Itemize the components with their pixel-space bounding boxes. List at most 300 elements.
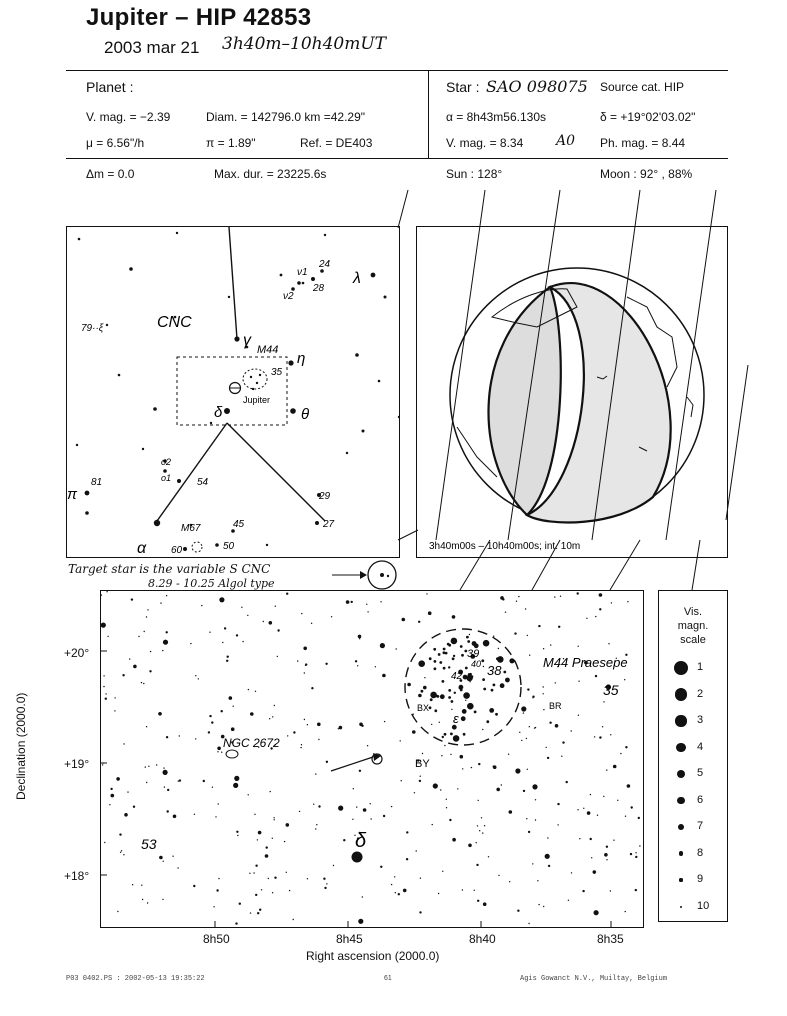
cluster-star — [452, 657, 455, 660]
cluster-star — [471, 675, 474, 678]
field-star — [516, 601, 517, 602]
field-star — [483, 666, 484, 667]
x-tick-8h50: 8h50 — [203, 932, 230, 946]
field-star — [258, 831, 262, 835]
cluster-star — [448, 689, 451, 692]
field-star — [355, 660, 357, 662]
label-chart-delta: δ — [355, 830, 367, 852]
field-star — [488, 856, 489, 857]
field-star — [527, 635, 528, 636]
field-star — [482, 832, 483, 833]
legend-row-6 — [659, 788, 727, 814]
field-star — [269, 621, 273, 625]
field-star — [177, 867, 178, 868]
field-star — [568, 900, 569, 901]
field-star — [221, 710, 223, 712]
field-star — [254, 814, 255, 815]
label-by: BY — [415, 758, 430, 770]
label-bx: BX — [417, 703, 430, 713]
field-star — [247, 615, 248, 616]
field-star — [579, 838, 580, 839]
cluster-star — [463, 733, 466, 736]
field-star — [514, 632, 516, 634]
cluster-star — [430, 698, 433, 701]
field-star — [357, 665, 358, 666]
field-star — [333, 865, 334, 866]
field-star — [101, 594, 102, 595]
footer-page: 61 — [384, 975, 392, 982]
field-star — [242, 641, 243, 642]
field-star — [263, 621, 264, 622]
field-star — [561, 756, 562, 757]
cluster-star — [430, 692, 437, 699]
field-star — [484, 825, 485, 826]
field-star — [219, 597, 224, 602]
field-star — [193, 885, 195, 887]
field-star — [571, 872, 572, 873]
jupiter-track — [331, 757, 373, 771]
field-star — [555, 682, 556, 683]
field-star — [164, 786, 165, 787]
field-star — [270, 791, 271, 792]
y-tick-18: +18° — [64, 869, 90, 883]
legend-row-4 — [659, 735, 727, 761]
legend-dot-2 — [675, 688, 688, 701]
field-star — [358, 635, 362, 639]
field-star — [577, 809, 578, 810]
cluster-star — [451, 700, 454, 703]
field-star — [538, 904, 539, 905]
field-star — [477, 900, 479, 902]
field-star — [111, 794, 115, 798]
cluster-star — [495, 713, 498, 716]
field-star — [543, 709, 544, 710]
cluster-star — [483, 640, 490, 647]
cluster-star — [483, 688, 486, 691]
cluster-star — [429, 657, 432, 660]
field-star — [255, 894, 257, 896]
label-eta: η — [297, 350, 306, 367]
cluster-star — [491, 689, 494, 692]
cluster-star — [463, 692, 470, 699]
cluster-star — [438, 653, 441, 656]
footer-right: Agis Gowanct N.V., Muiltay, Belgium — [520, 975, 668, 983]
field-star — [414, 792, 415, 793]
field-star — [438, 893, 439, 894]
field-star — [217, 747, 221, 751]
legend-dot-5 — [677, 770, 686, 779]
field-star — [419, 780, 421, 782]
field-star — [599, 593, 603, 597]
legend-dot-7 — [678, 824, 684, 830]
field-star — [479, 830, 480, 831]
field-star — [420, 878, 421, 879]
field-star — [318, 739, 319, 740]
field-star — [474, 890, 475, 891]
field-star — [465, 700, 466, 701]
cluster-star — [439, 661, 442, 664]
field-star — [401, 780, 402, 781]
label-28: 28 — [313, 283, 325, 294]
field-star — [352, 819, 353, 820]
field-star — [547, 837, 548, 838]
field-star — [383, 815, 385, 817]
field-star — [630, 853, 632, 855]
field-star — [418, 694, 422, 698]
field-star — [275, 606, 276, 607]
field-star — [440, 789, 441, 790]
field-star — [446, 799, 447, 800]
label-m67: M67 — [181, 523, 201, 534]
field-star — [255, 865, 257, 867]
field-star — [406, 858, 408, 860]
planet-diameter: Diam. = 142796.0 km =42.29" — [206, 110, 366, 124]
field-star — [535, 799, 536, 800]
field-star — [468, 844, 472, 848]
star-phmag: Ph. mag. = 8.44 — [600, 136, 686, 150]
cluster-star — [474, 711, 477, 714]
field-star — [548, 865, 550, 867]
field-star — [166, 631, 168, 633]
field-star — [380, 866, 382, 868]
field-star — [224, 627, 226, 629]
field-star — [250, 712, 254, 716]
field-star — [172, 856, 173, 857]
label-m44: M44 — [257, 344, 279, 356]
field-star — [301, 613, 302, 614]
field-star — [527, 688, 529, 690]
field-star — [236, 634, 238, 636]
field-star — [198, 678, 199, 679]
field-star — [190, 643, 191, 644]
field-star — [428, 611, 432, 615]
label-br: BR — [549, 701, 562, 711]
field-star — [367, 745, 368, 746]
cluster-star — [429, 706, 432, 709]
cluster-star — [418, 660, 425, 667]
field-star — [326, 761, 328, 763]
field-star — [577, 592, 579, 594]
field-star — [450, 754, 451, 755]
field-star — [543, 686, 544, 687]
field-star — [394, 876, 395, 877]
field-star — [166, 736, 168, 738]
field-star — [606, 769, 607, 770]
field-star — [218, 803, 219, 804]
field-star — [554, 596, 555, 597]
field-star — [471, 767, 472, 768]
field-star — [452, 838, 456, 842]
field-star — [527, 769, 528, 770]
cluster-star — [472, 641, 477, 646]
label-jupiter: Jupiter — [243, 395, 271, 405]
field-star — [266, 846, 268, 848]
field-star — [528, 831, 530, 833]
field-star — [635, 852, 636, 853]
field-star — [119, 833, 121, 835]
field-star — [146, 726, 147, 727]
field-star — [338, 806, 343, 811]
star-chart-panel — [100, 590, 644, 928]
field-star — [110, 788, 112, 790]
field-star — [631, 806, 633, 808]
legend-dot-4 — [676, 743, 686, 753]
field-star — [226, 660, 228, 662]
field-star — [532, 784, 537, 789]
field-star — [105, 698, 107, 700]
field-star — [608, 643, 609, 644]
field-star — [418, 621, 420, 623]
field-star — [274, 877, 276, 879]
field-star — [529, 655, 530, 656]
field-star — [179, 779, 181, 781]
field-star — [124, 813, 128, 817]
label-50: 50 — [223, 541, 235, 552]
field-star — [454, 692, 456, 694]
field-star — [508, 754, 509, 755]
field-star — [538, 625, 540, 627]
field-star — [122, 674, 124, 676]
field-star — [477, 825, 478, 826]
field-star — [358, 919, 363, 924]
cluster-star — [461, 716, 466, 721]
legend-dot-10 — [680, 906, 682, 908]
field-star — [201, 605, 202, 606]
globe-caption: 3h40m00s – 10h40m00s; int. 10m — [429, 541, 581, 552]
field-star — [234, 776, 239, 781]
field-star — [133, 665, 137, 669]
field-star — [439, 722, 440, 723]
constellation-label: CNC — [157, 314, 192, 331]
cluster-star — [434, 660, 437, 663]
field-star — [505, 612, 506, 613]
field-star — [380, 643, 385, 648]
legend-title-line3: scale — [680, 634, 706, 646]
field-star — [104, 842, 105, 843]
star-id: SAO 098075 — [486, 77, 588, 96]
field-star — [406, 831, 408, 833]
field-star — [212, 787, 213, 788]
field-star — [142, 899, 143, 900]
field-star — [594, 736, 595, 737]
cluster-star — [500, 683, 505, 688]
x-tick-8h35: 8h35 — [597, 932, 624, 946]
field-star — [359, 638, 360, 639]
field-star — [159, 856, 163, 860]
field-star — [303, 647, 307, 651]
legend-row-3 — [659, 708, 727, 734]
field-star — [272, 716, 273, 717]
field-star — [132, 884, 133, 885]
legend-mag-label-10: 10 — [697, 899, 710, 912]
field-star — [453, 655, 455, 657]
cluster-star — [493, 684, 496, 687]
field-star — [253, 872, 254, 873]
field-star — [498, 875, 499, 876]
field-star — [268, 878, 269, 879]
label-27: 27 — [323, 519, 335, 530]
field-star — [359, 723, 363, 727]
field-star — [307, 724, 308, 725]
field-star — [366, 604, 367, 605]
cluster-star — [444, 733, 447, 736]
label-chart-42: 42 — [451, 671, 463, 682]
field-star — [433, 783, 438, 788]
field-star — [163, 770, 168, 775]
y-tick-19: +19° — [64, 757, 90, 771]
field-star — [375, 666, 376, 667]
legend-dot-8 — [679, 851, 683, 855]
field-star — [590, 838, 592, 840]
field-star — [149, 670, 151, 672]
field-star — [469, 681, 470, 682]
field-star — [311, 623, 312, 624]
cluster-star — [465, 667, 468, 670]
field-star — [138, 636, 139, 637]
label-nu1: ν1 — [297, 267, 308, 278]
field-star — [141, 885, 142, 886]
field-star — [603, 796, 604, 797]
field-star — [639, 845, 640, 846]
field-star — [316, 824, 317, 825]
field-star — [339, 726, 343, 730]
field-star — [380, 601, 381, 602]
cluster-star — [450, 733, 453, 736]
field-star — [384, 721, 385, 722]
field-star — [594, 873, 595, 874]
star-source: Source cat. HIP — [600, 80, 685, 94]
field-star — [133, 806, 135, 808]
field-star — [272, 892, 273, 893]
field-star — [432, 824, 433, 825]
field-star — [305, 665, 306, 666]
field-star — [529, 726, 530, 727]
label-alpha: α — [137, 540, 147, 557]
delta-cnc-star — [352, 852, 363, 863]
field-star — [543, 648, 544, 649]
field-star — [299, 811, 300, 812]
field-star — [218, 878, 219, 879]
field-star — [391, 806, 392, 807]
cluster-star — [463, 675, 468, 680]
field-star — [509, 658, 514, 663]
field-star — [284, 841, 285, 842]
cluster-star — [434, 667, 437, 670]
field-star — [478, 800, 479, 801]
cluster-star — [461, 654, 464, 657]
legend-mag-label-3: 3 — [697, 714, 704, 726]
field-star — [158, 712, 162, 716]
field-star — [610, 734, 611, 735]
legend-title-line2: magn. — [677, 620, 709, 632]
field-star — [627, 601, 628, 602]
field-star — [213, 906, 214, 907]
field-star — [147, 609, 148, 610]
field-star — [343, 839, 345, 841]
field-star — [362, 896, 363, 897]
legend-mag-label-7: 7 — [697, 820, 704, 832]
label-m44-praesepe: M44 Praesepe — [543, 655, 628, 670]
field-star — [424, 677, 425, 678]
cluster-star — [486, 720, 489, 723]
field-star — [156, 764, 157, 765]
field-star — [286, 872, 287, 873]
field-star — [293, 731, 295, 733]
field-star — [331, 616, 332, 617]
field-star — [323, 878, 325, 880]
field-star — [208, 731, 210, 733]
field-star — [557, 803, 559, 805]
x-tick-8h40: 8h40 — [469, 932, 496, 946]
field-star — [624, 679, 625, 680]
field-star — [617, 800, 618, 801]
field-star — [606, 859, 607, 860]
field-star — [227, 656, 229, 658]
sun-elongation: Sun : 128° — [446, 167, 503, 181]
field-star — [114, 710, 115, 711]
field-star — [515, 768, 520, 773]
field-star — [315, 828, 316, 829]
field-star — [103, 686, 104, 687]
field-star — [400, 740, 401, 741]
field-star — [396, 648, 397, 649]
field-star — [211, 721, 213, 723]
field-star — [478, 763, 480, 765]
field-star — [451, 709, 452, 710]
field-star — [231, 727, 235, 731]
field-star — [351, 601, 353, 603]
field-star — [442, 736, 444, 738]
field-star — [587, 811, 591, 815]
field-star — [509, 810, 513, 814]
legend-row-2 — [659, 682, 727, 708]
target-note-line1: Target star is the variable S CNC — [68, 562, 271, 576]
label-chart-40: 40 — [471, 659, 482, 669]
label-24: 24 — [319, 259, 331, 270]
field-star — [416, 850, 417, 851]
legend-mag-label-2: 2 — [697, 687, 704, 700]
field-star — [448, 666, 450, 668]
label-ngc2672: NGC 2672 — [223, 736, 280, 750]
field-star — [546, 747, 547, 748]
field-star — [382, 674, 386, 678]
ngc2672-marker — [226, 750, 238, 758]
legend-row-7 — [659, 814, 727, 840]
field-star — [613, 840, 614, 841]
label-theta: θ — [301, 406, 310, 423]
field-star — [195, 675, 196, 676]
label-delta: δ — [214, 404, 223, 421]
field-star — [555, 724, 559, 728]
event-date: 2003 mar 21 — [104, 38, 200, 57]
field-star — [532, 696, 534, 698]
label-81: 81 — [91, 477, 103, 488]
label-45: 45 — [233, 519, 245, 530]
field-star — [166, 595, 167, 596]
field-star — [318, 805, 320, 807]
cluster-star — [467, 703, 474, 710]
field-star — [116, 777, 120, 781]
field-star — [307, 878, 308, 879]
cluster-star — [468, 673, 471, 676]
field-star — [611, 602, 612, 603]
cluster-star — [440, 694, 445, 699]
field-star — [273, 817, 274, 818]
field-star — [178, 780, 179, 781]
field-star — [498, 648, 499, 649]
star-dec: δ = +19°02'03.02" — [600, 110, 696, 124]
field-star — [286, 823, 290, 827]
